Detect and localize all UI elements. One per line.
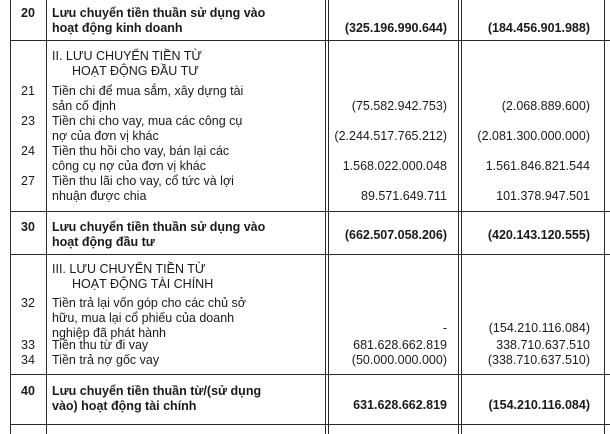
row-code: 30 (21, 220, 35, 234)
row-rule (10, 40, 610, 41)
row-label-line: Tiền thu lãi cho vay, cổ tức và lợi (52, 174, 234, 188)
current-year-value: (662.507.058.206) (344, 228, 447, 242)
row-label-line: sản cố định (52, 99, 116, 113)
prior-year-value: (2.081.300.000.000) (477, 129, 590, 143)
section-heading-investing (52, 49, 322, 79)
code-column-divider (46, 0, 47, 434)
row-label-line: Tiền chi để mua sắm, xây dựng tài (52, 84, 244, 98)
row-code: 32 (21, 296, 35, 310)
row-code: 40 (21, 384, 35, 398)
row-label-line: Tiền trả lại vốn góp cho các chủ sở (52, 296, 246, 310)
current-year-value: 681.628.662.819 (353, 338, 447, 352)
row-label (52, 296, 322, 341)
current-year-value: (75.582.942.753) (351, 99, 447, 113)
current-year-value: 631.628.662.819 (353, 398, 447, 412)
section-heading-line: III. LƯU CHUYỂN TIỀN TỪ (52, 262, 206, 276)
prior-year-value: 338.710.637.510 (496, 338, 590, 352)
row-label-line: nhuận được chia (52, 189, 147, 203)
prior-year-value: (420.143.120.555) (487, 228, 590, 242)
row-label-line: hoạt động đầu tư (52, 235, 155, 249)
prior-year-value: 1.561.846.821.544 (485, 159, 590, 173)
current-year-value: (2.244.517.765.212) (334, 129, 447, 143)
row-label (52, 353, 322, 368)
row-code: 33 (21, 338, 35, 352)
row-label (52, 114, 322, 144)
label-column-divider (325, 0, 329, 434)
table-left-border (10, 0, 11, 434)
prior-year-value: (154.210.116.084) (488, 398, 590, 412)
row-rule (10, 424, 610, 425)
current-year-value: (50.000.000.000) (351, 353, 447, 367)
section-heading-financing (52, 262, 322, 292)
row-rule (10, 254, 610, 255)
row-label-line: Lưu chuyển tiền thuần sử dụng vào (52, 220, 266, 234)
current-year-value: 89.571.649.711 (361, 189, 447, 203)
row-label-line: hữu, mua lại cổ phiếu của doanh (52, 311, 235, 325)
section-heading-line: HOẠT ĐỘNG ĐẦU TƯ (72, 64, 199, 78)
table-right-border (604, 0, 605, 434)
row-label (52, 6, 322, 36)
section-heading-line: II. LƯU CHUYỂN TIỀN TỪ (52, 49, 203, 63)
row-label (52, 174, 322, 204)
row-code: 27 (21, 174, 35, 188)
current-year-value: (325.196.990.644) (344, 21, 447, 35)
prior-year-value: (184.456.901.988) (487, 21, 590, 35)
current-year-value: 1.568.022.000.048 (342, 159, 447, 173)
row-label (52, 384, 322, 414)
row-label-line: hoạt động kinh doanh (52, 21, 183, 35)
prior-year-value: 101.378.947.501 (496, 189, 590, 203)
row-label-line: Tiền thu từ đi vay (52, 338, 149, 352)
row-code: 20 (21, 6, 35, 20)
row-label-line: Tiền chi cho vay, mua các công cụ (52, 114, 243, 128)
row-label-line: Lưu chuyển tiền thuần từ/(sử dụng (52, 384, 262, 398)
section-heading-line: HOẠT ĐỘNG TÀI CHÍNH (72, 277, 214, 291)
current-column-divider (458, 0, 462, 434)
row-label-line: nợ của đơn vị khác (52, 129, 159, 143)
row-label-line: công cụ nợ của đơn vị khác (52, 159, 206, 173)
row-label (52, 144, 322, 174)
row-code: 34 (21, 353, 35, 367)
row-code: 21 (21, 84, 35, 98)
row-label (52, 220, 322, 250)
row-code: 23 (21, 114, 35, 128)
row-label (52, 338, 322, 353)
current-year-value: - (442, 321, 447, 335)
prior-year-value: (338.710.637.510) (487, 353, 590, 367)
row-label-line: Lưu chuyển tiền thuần sử dụng vào (52, 6, 266, 20)
prior-year-value: (154.210.116.084) (488, 321, 590, 335)
prior-year-value: (2.068.889.600) (501, 99, 590, 113)
row-code: 24 (21, 144, 35, 158)
row-label-line: Tiền trả nợ gốc vay (52, 353, 160, 367)
row-rule (10, 211, 610, 212)
row-label-line: nghiệp đã phát hành (52, 326, 166, 340)
row-label-line: vào) hoạt động tài chính (52, 399, 197, 413)
row-rule (10, 374, 610, 375)
row-label-line: Tiền thu hồi cho vay, bán lại các (52, 144, 230, 158)
row-label (52, 84, 322, 114)
